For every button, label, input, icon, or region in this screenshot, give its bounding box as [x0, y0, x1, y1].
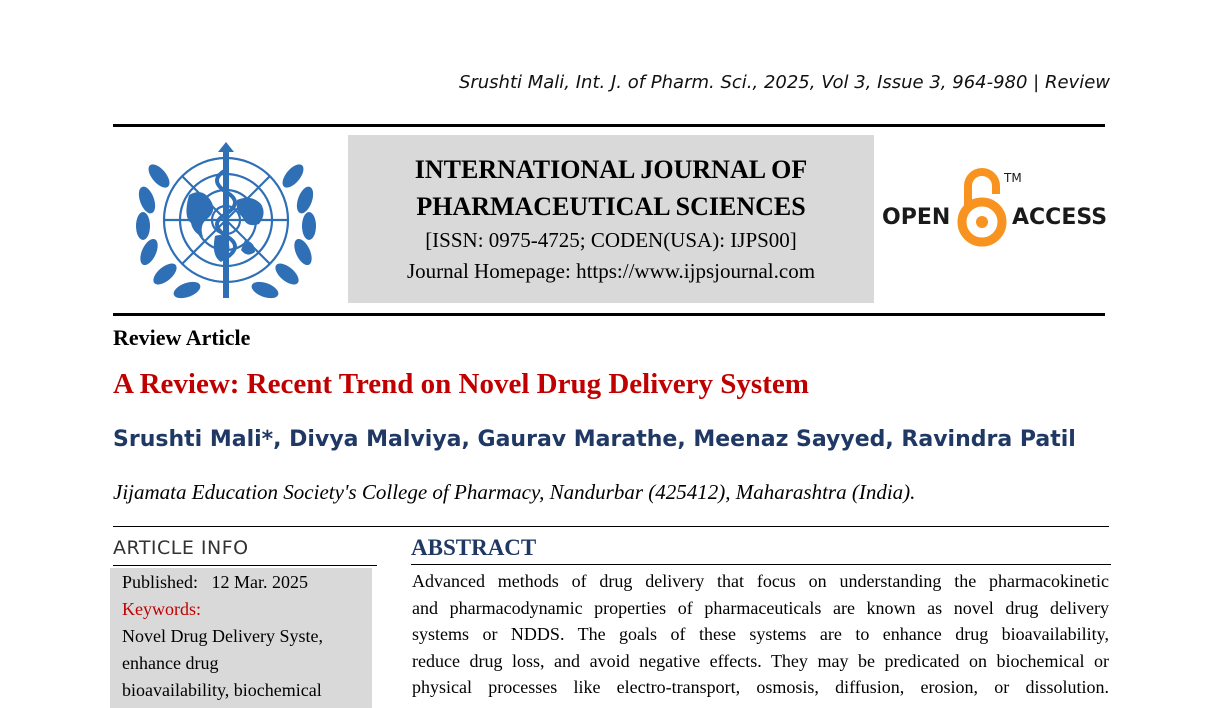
abstract-line: systems or NDDS. The goals of these systems are to enhance drug bioavailability,	[412, 624, 1109, 644]
abstract-heading: ABSTRACT	[411, 535, 537, 560]
published-label: Published:	[122, 572, 199, 592]
article-title: A Review: Recent Trend on Novel Drug Delivery System	[113, 368, 809, 400]
journal-title-line1: INTERNATIONAL JOURNAL OF	[414, 155, 808, 184]
keywords-line: bioavailability, biochemical	[122, 680, 322, 700]
journal-issn: [ISSN: 0975-4725; CODEN(USA): IJPS00]	[425, 228, 797, 252]
published-row	[122, 569, 360, 596]
article-affiliation: Jijamata Education Society's College of Pharmacy, Nandurbar (425412), Maharashtra (India).	[113, 480, 916, 504]
abstract-body	[412, 568, 1109, 701]
journal-homepage[interactable]: Journal Homepage: https://www.ijpsjournal.com	[406, 259, 816, 283]
open-access-tm-text: TM	[1004, 171, 1022, 185]
journal-banner	[348, 135, 874, 303]
running-header: Srushti Mali, Int. J. of Pharm. Sci., 2025, Vol 3, Issue 3, 964-980 | Review	[458, 72, 1110, 93]
keywords-line: Novel Drug Delivery Syste,	[122, 626, 323, 646]
header-rule-bottom	[113, 313, 1105, 316]
article-authors: Srushti Mali*, Divya Malviya, Gaurav Marathe, Meenaz Sayyed, Ravindra Patil	[113, 427, 1076, 452]
abstract-line: and pharmacodynamic properties of pharmaceuticals are known as novel drug delivery	[412, 597, 1109, 618]
open-access-logo-icon	[880, 166, 1108, 250]
article-info-box	[110, 568, 372, 708]
keywords-line: enhance drug	[122, 653, 219, 673]
journal-title-line2: PHARMACEUTICAL SCIENCES	[416, 192, 806, 221]
header-rule-top	[113, 124, 1105, 127]
keywords-label: Keywords:	[122, 599, 201, 619]
article-type: Review Article	[113, 325, 251, 350]
article-info-heading: ARTICLE INFO	[113, 537, 249, 559]
open-access-right-text: ACCESS	[1012, 205, 1108, 230]
section-divider	[113, 526, 1109, 527]
abstract-line: physical processes like electro-transport, osmosis, diffusion, erosion, or dissolution.	[412, 677, 1109, 697]
open-access-left-text: OPEN	[882, 205, 951, 230]
abstract-line: Advanced methods of drug delivery that focus on understanding the pharmacokinetic	[412, 571, 1109, 591]
abstract-line: reduce drug loss, and avoid negative effects. They may be predicated on biochemical or	[412, 650, 1109, 671]
abstract-underline	[411, 564, 1111, 565]
published-date: 12 Mar. 2025	[211, 572, 309, 592]
article-info-underline	[113, 565, 377, 566]
un-emblem-icon	[127, 140, 325, 305]
